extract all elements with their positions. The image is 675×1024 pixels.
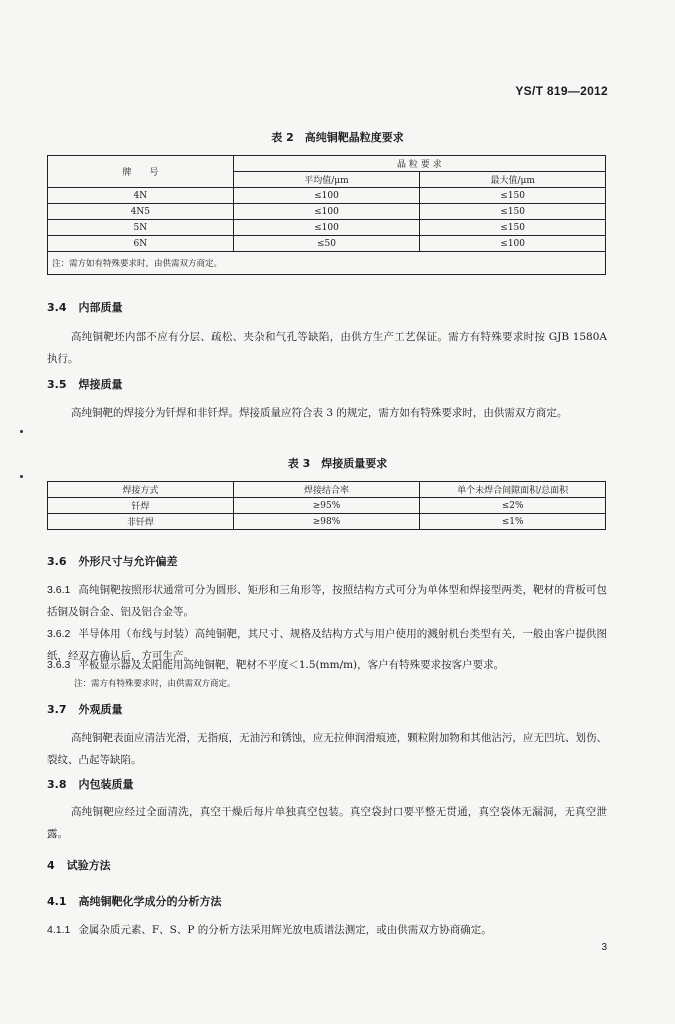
page-number: 3 [601,942,607,953]
section-4-1-heading [47,893,222,909]
section-3-8-heading [47,776,134,792]
subsection-text: 金属杂质元素、F、S、P 的分析方法采用辉光放电质谱法测定，或由供需双方协商确定。 [78,924,492,936]
avg-cell: ≤100 [233,188,420,204]
table2-header-grain: 晶 粒 要 求 [233,156,605,172]
void-cell: ≤1% [420,514,606,530]
table3-header-void: 单个未焊合间隙面积/总面积 [420,482,606,498]
avg-cell: ≤100 [233,204,420,220]
grade-cell: 6N [48,236,234,252]
subsection-text: 半导体用（布线与封装）高纯铜靶，其尺寸、规格及结构方式与用户使用的溅射机台类型有关，一般由客户提供图纸，经双方确认后，方可生产。 [47,628,607,662]
table3-caption: 表 3 焊接质量要求 [287,457,388,470]
section-title: 高纯铜靶化学成分的分析方法 [78,895,222,908]
table-row [48,498,606,514]
table-row [48,236,606,252]
document-number: YS/T 819—2012 [515,84,608,98]
table2-grain-size [47,155,606,275]
void-cell: ≤2% [420,498,606,514]
grade-cell: 4N5 [48,204,234,220]
table-row [48,188,606,204]
rate-cell: ≥95% [233,498,420,514]
scan-mark [20,430,23,433]
section-number: 3.4 [47,301,67,314]
max-cell: ≤150 [420,188,606,204]
section-number: 4.1 [47,895,67,908]
section-title: 内包装质量 [78,778,134,791]
max-cell: ≤100 [420,236,606,252]
table-row [48,220,606,236]
grade-cell: 4N [48,188,234,204]
table2-header-avg: 平均值/μm [233,172,420,188]
subsection-number: 3.6.3 [47,659,71,671]
section-number: 3.5 [47,378,67,391]
section-3-4-text: 高纯铜靶坯内部不应有分层、疏松、夹杂和气孔等缺陷，由供方生产工艺保证。需方有特殊要求时按 GJB 1580A 执行。 [47,331,607,365]
avg-cell: ≤100 [233,220,420,236]
section-title: 焊接质量 [78,378,123,391]
section-3-6-1 [47,579,607,623]
avg-cell: ≤50 [233,236,420,252]
scan-mark [20,475,23,478]
section-title: 内部质量 [78,301,123,314]
method-cell: 钎焊 [48,498,234,514]
section-3-4-heading [47,299,123,315]
method-cell: 非钎焊 [48,514,234,530]
section-number: 4 [47,859,55,872]
table-row [48,514,606,530]
max-cell: ≤150 [420,204,606,220]
subsection-number: 3.6.2 [47,628,71,640]
section-3-7-heading [47,701,123,717]
table2-caption: 表 2 高纯铜靶晶粒度要求 [271,131,404,144]
section-4-heading [47,857,111,873]
section-3-6-3 [47,654,607,676]
table2-note: 注：需方如有特殊要求时，由供需双方商定。 [48,252,606,275]
table2-header-max: 最大值/μm [420,172,606,188]
subsection-number: 4.1.1 [47,924,71,936]
section-3-6-note: 注：需方有特殊要求时，由供需双方商定。 [74,679,236,689]
grade-cell: 5N [48,220,234,236]
section-title: 外形尺寸与允许偏差 [78,555,178,568]
section-3-5-text: 高纯铜靶的焊接分为钎焊和非钎焊。焊接质量应符合表 3 的规定，需方如有特殊要求时，由供需双方商定。 [71,407,568,419]
section-number: 3.8 [47,778,67,791]
subsection-number: 3.6.1 [47,584,71,596]
subsection-text: 高纯铜靶按照形状通常可分为圆形、矩形和三角形等，按照结构方式可分为单体型和焊接型两类，靶材的背板可包括铜及铜合金、铝及铝合金等。 [47,584,607,618]
section-3-7-text: 高纯铜靶表面应清洁光滑，无指痕，无油污和锈蚀，应无拉伸润滑痕迹，颗粒附加物和其他沾污，应无凹坑、划伤、裂纹、凸起等缺陷。 [47,732,607,766]
section-3-8-text: 高纯铜靶应经过全面清洗，真空干燥后每片单独真空包装。真空袋封口要平整无贯通，真空袋体无漏洞，无真空泄露。 [47,806,607,840]
section-3-6-heading [47,553,178,569]
rate-cell: ≥98% [233,514,420,530]
table3-welding-quality [47,481,606,530]
section-title: 试验方法 [66,859,111,872]
table3-header-rate: 焊接结合率 [233,482,420,498]
max-cell: ≤150 [420,220,606,236]
table-row [48,204,606,220]
table2-header-grade: 牌 号 [48,156,234,188]
section-number: 3.7 [47,703,67,716]
section-title: 外观质量 [78,703,123,716]
subsection-text: 平板显示器及太阳能用高纯铜靶，靶材不平度＜1.5(mm/m)，客户有特殊要求按客户要求。 [78,659,505,671]
section-3-5-heading [47,376,123,392]
section-4-1-1 [47,919,607,941]
section-number: 3.6 [47,555,67,568]
table3-header-method: 焊接方式 [48,482,234,498]
